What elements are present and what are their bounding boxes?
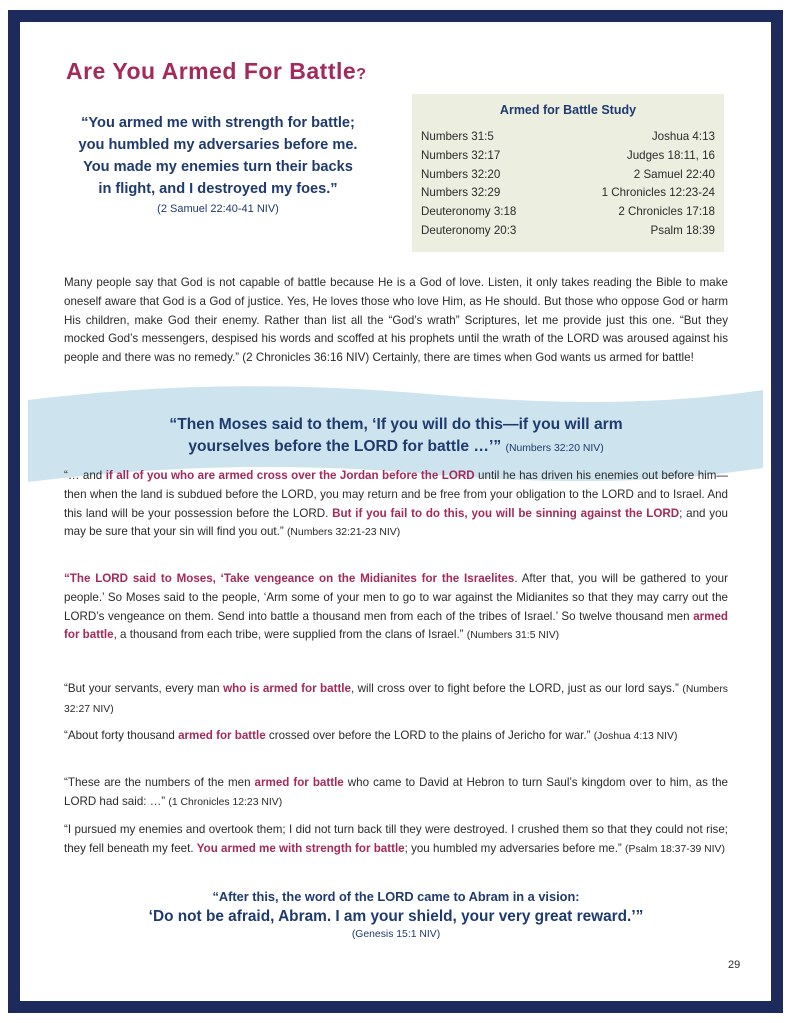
closing-quote-ref: (Genesis 15:1 NIV)	[351, 929, 441, 940]
text-run: “I pursued my enemies and overtook them; I did not turn back till they were destroyed. I crushed them so that they could not rise; they fell beneath my feet.	[64, 823, 728, 855]
page-title-text: Are You Armed For Battle	[66, 58, 357, 84]
scripture-ref: (1 Chronicles 12:23 NIV)	[168, 796, 283, 808]
scripture-ref: (Psalm 18:37-39 NIV)	[625, 843, 725, 855]
study-ref-right: Psalm 18:39	[650, 223, 715, 237]
scripture-ref: (Numbers 32:21-23 NIV)	[286, 527, 401, 539]
wave-quote-line1: “Then Moses said to them, ‘If you will do this—if you will arm	[169, 416, 623, 433]
text-run: “These are the numbers of the men	[64, 776, 255, 789]
text-run: ; and you may be sure that your sin will find you out.”	[64, 506, 728, 539]
wave-quote-ref: (Numbers 32:20 NIV)	[505, 443, 604, 454]
text-run: “About forty thousand	[64, 729, 179, 742]
page-title	[66, 58, 366, 85]
text-run: , a thousand from each tribe, were supplied from the clans of Israel.”	[113, 628, 467, 642]
highlight-run: armed for battle	[178, 729, 266, 742]
highlight-run: if all of you who are armed cross over the Jordan before the LORD	[105, 469, 475, 482]
study-ref-right: 1 Chronicles 12:23-24	[601, 186, 715, 200]
study-ref-right: Judges 18:11, 16	[626, 148, 715, 162]
highlight-run: “The LORD said to Moses, ‘Take vengeance on the Midianites for the Israelites	[64, 572, 515, 585]
highlight-run: who is armed for battle	[223, 682, 351, 695]
scripture-ref: (Joshua 4:13 NIV)	[593, 731, 678, 742]
scripture-paragraph	[64, 727, 728, 747]
intro-paragraph: Many people say that God is not capable of battle because He is a God of love. Listen, it only takes reading the Bible to make oneself aware that God is a God of justice. Yes, He loves those who love Him, as He should. But those who oppose God or harm His children, make God their enemy. Rather than list all the “God’s wrath” Scriptures, let me provide just this one. “But they mocked God’s messengers, despised his words and scoffed at his prophets until the wrath of the LORD was aroused against his people and there was no remedy.” (2 Chronicles 36:16 NIV) Certainly, there are times when God wants us armed for battle!	[64, 276, 728, 365]
highlight-run: armed for battle	[254, 776, 344, 789]
scripture-paragraph	[64, 570, 728, 646]
closing-quote-line2: ‘Do not be afraid, Abram. I am your shield, your very great reward.’”	[148, 908, 644, 925]
wave-quote-line2-wrap	[64, 436, 728, 460]
study-ref-left: Deuteronomy 20:3	[421, 223, 517, 237]
text-run: “… and	[64, 469, 106, 482]
study-row	[421, 166, 715, 185]
study-ref-right: 2 Samuel 22:40	[633, 167, 715, 181]
wave-quote-line2: yourselves before the LORD for battle …’”	[188, 438, 502, 455]
study-ref-right: Joshua 4:13	[651, 130, 715, 143]
study-ref-left: Numbers 32:20	[421, 167, 501, 181]
study-row	[421, 203, 715, 222]
scripture-paragraph	[64, 467, 728, 543]
study-ref-left: Numbers 31:5	[421, 130, 494, 143]
text-run: . After that, you will be gathered to your people.’ So Moses said to the people, ‘Arm some of your men to go to war against the Midianites so that they may carry out the LORD’s vengeance on them. Send into battle a thousand men from each of the tribes of Israel.’ So twelve thousand men	[64, 572, 728, 623]
text-run: ; you humbled my adversaries before me.”	[404, 841, 626, 855]
page-number: 29	[728, 959, 741, 971]
text-run: , will cross over to fight before the LORD, just as our lord says.”	[350, 682, 683, 695]
scripture-ref: (Numbers 32:27 NIV)	[64, 684, 728, 715]
closing-quote-line1: “After this, the word of the LORD came to Abram in a vision:	[212, 889, 580, 904]
study-row	[421, 147, 715, 166]
study-row	[421, 128, 715, 147]
opening-quote-text: “You armed me with strength for battle; you humbled my adversaries before me. You made my enemies turn their backs in flight, and I destroyed my foes.”	[78, 115, 358, 197]
highlight-run: You armed me with strength for battle	[196, 841, 405, 855]
closing-quote	[64, 888, 728, 942]
scripture-paragraph	[64, 821, 728, 860]
highlight-run: armed for battle	[64, 609, 728, 642]
opening-quote	[76, 112, 360, 217]
page-title-mark: ?	[356, 66, 367, 83]
study-box	[412, 94, 724, 252]
study-ref-left: Deuteronomy 3:18	[421, 205, 517, 219]
page	[28, 30, 763, 993]
text-run: “But your servants, every man	[64, 682, 224, 695]
highlight-run: But if you fail to do this, you will be sinning against the LORD	[332, 506, 680, 520]
study-grid	[421, 128, 715, 241]
study-ref-right: 2 Chronicles 17:18	[618, 205, 715, 219]
wave-quote	[64, 414, 728, 460]
study-row	[421, 184, 715, 203]
text-run: crossed over before the LORD to the plains of Jericho for war.”	[265, 729, 594, 742]
scripture-paragraph	[64, 774, 728, 813]
study-ref-left: Numbers 32:29	[421, 186, 501, 200]
study-row	[421, 222, 715, 241]
study-heading: Armed for Battle Study	[499, 103, 637, 117]
scripture-paragraph	[64, 680, 728, 720]
study-ref-left: Numbers 32:17	[421, 148, 501, 162]
text-run: until he has driven his enemies out before him—then when the land is subdued before the LORD, you may return and be free from your obligation to the LORD and to Israel. And this land will be your possession before the LORD.	[64, 469, 728, 520]
scripture-ref: (Numbers 31:5 NIV)	[466, 630, 560, 642]
text-run: who came to David at Hebron to turn Saul’s kingdom over to him, as the LORD had said: …”	[64, 776, 729, 808]
opening-quote-ref: (2 Samuel 22:40-41 NIV)	[157, 203, 279, 215]
